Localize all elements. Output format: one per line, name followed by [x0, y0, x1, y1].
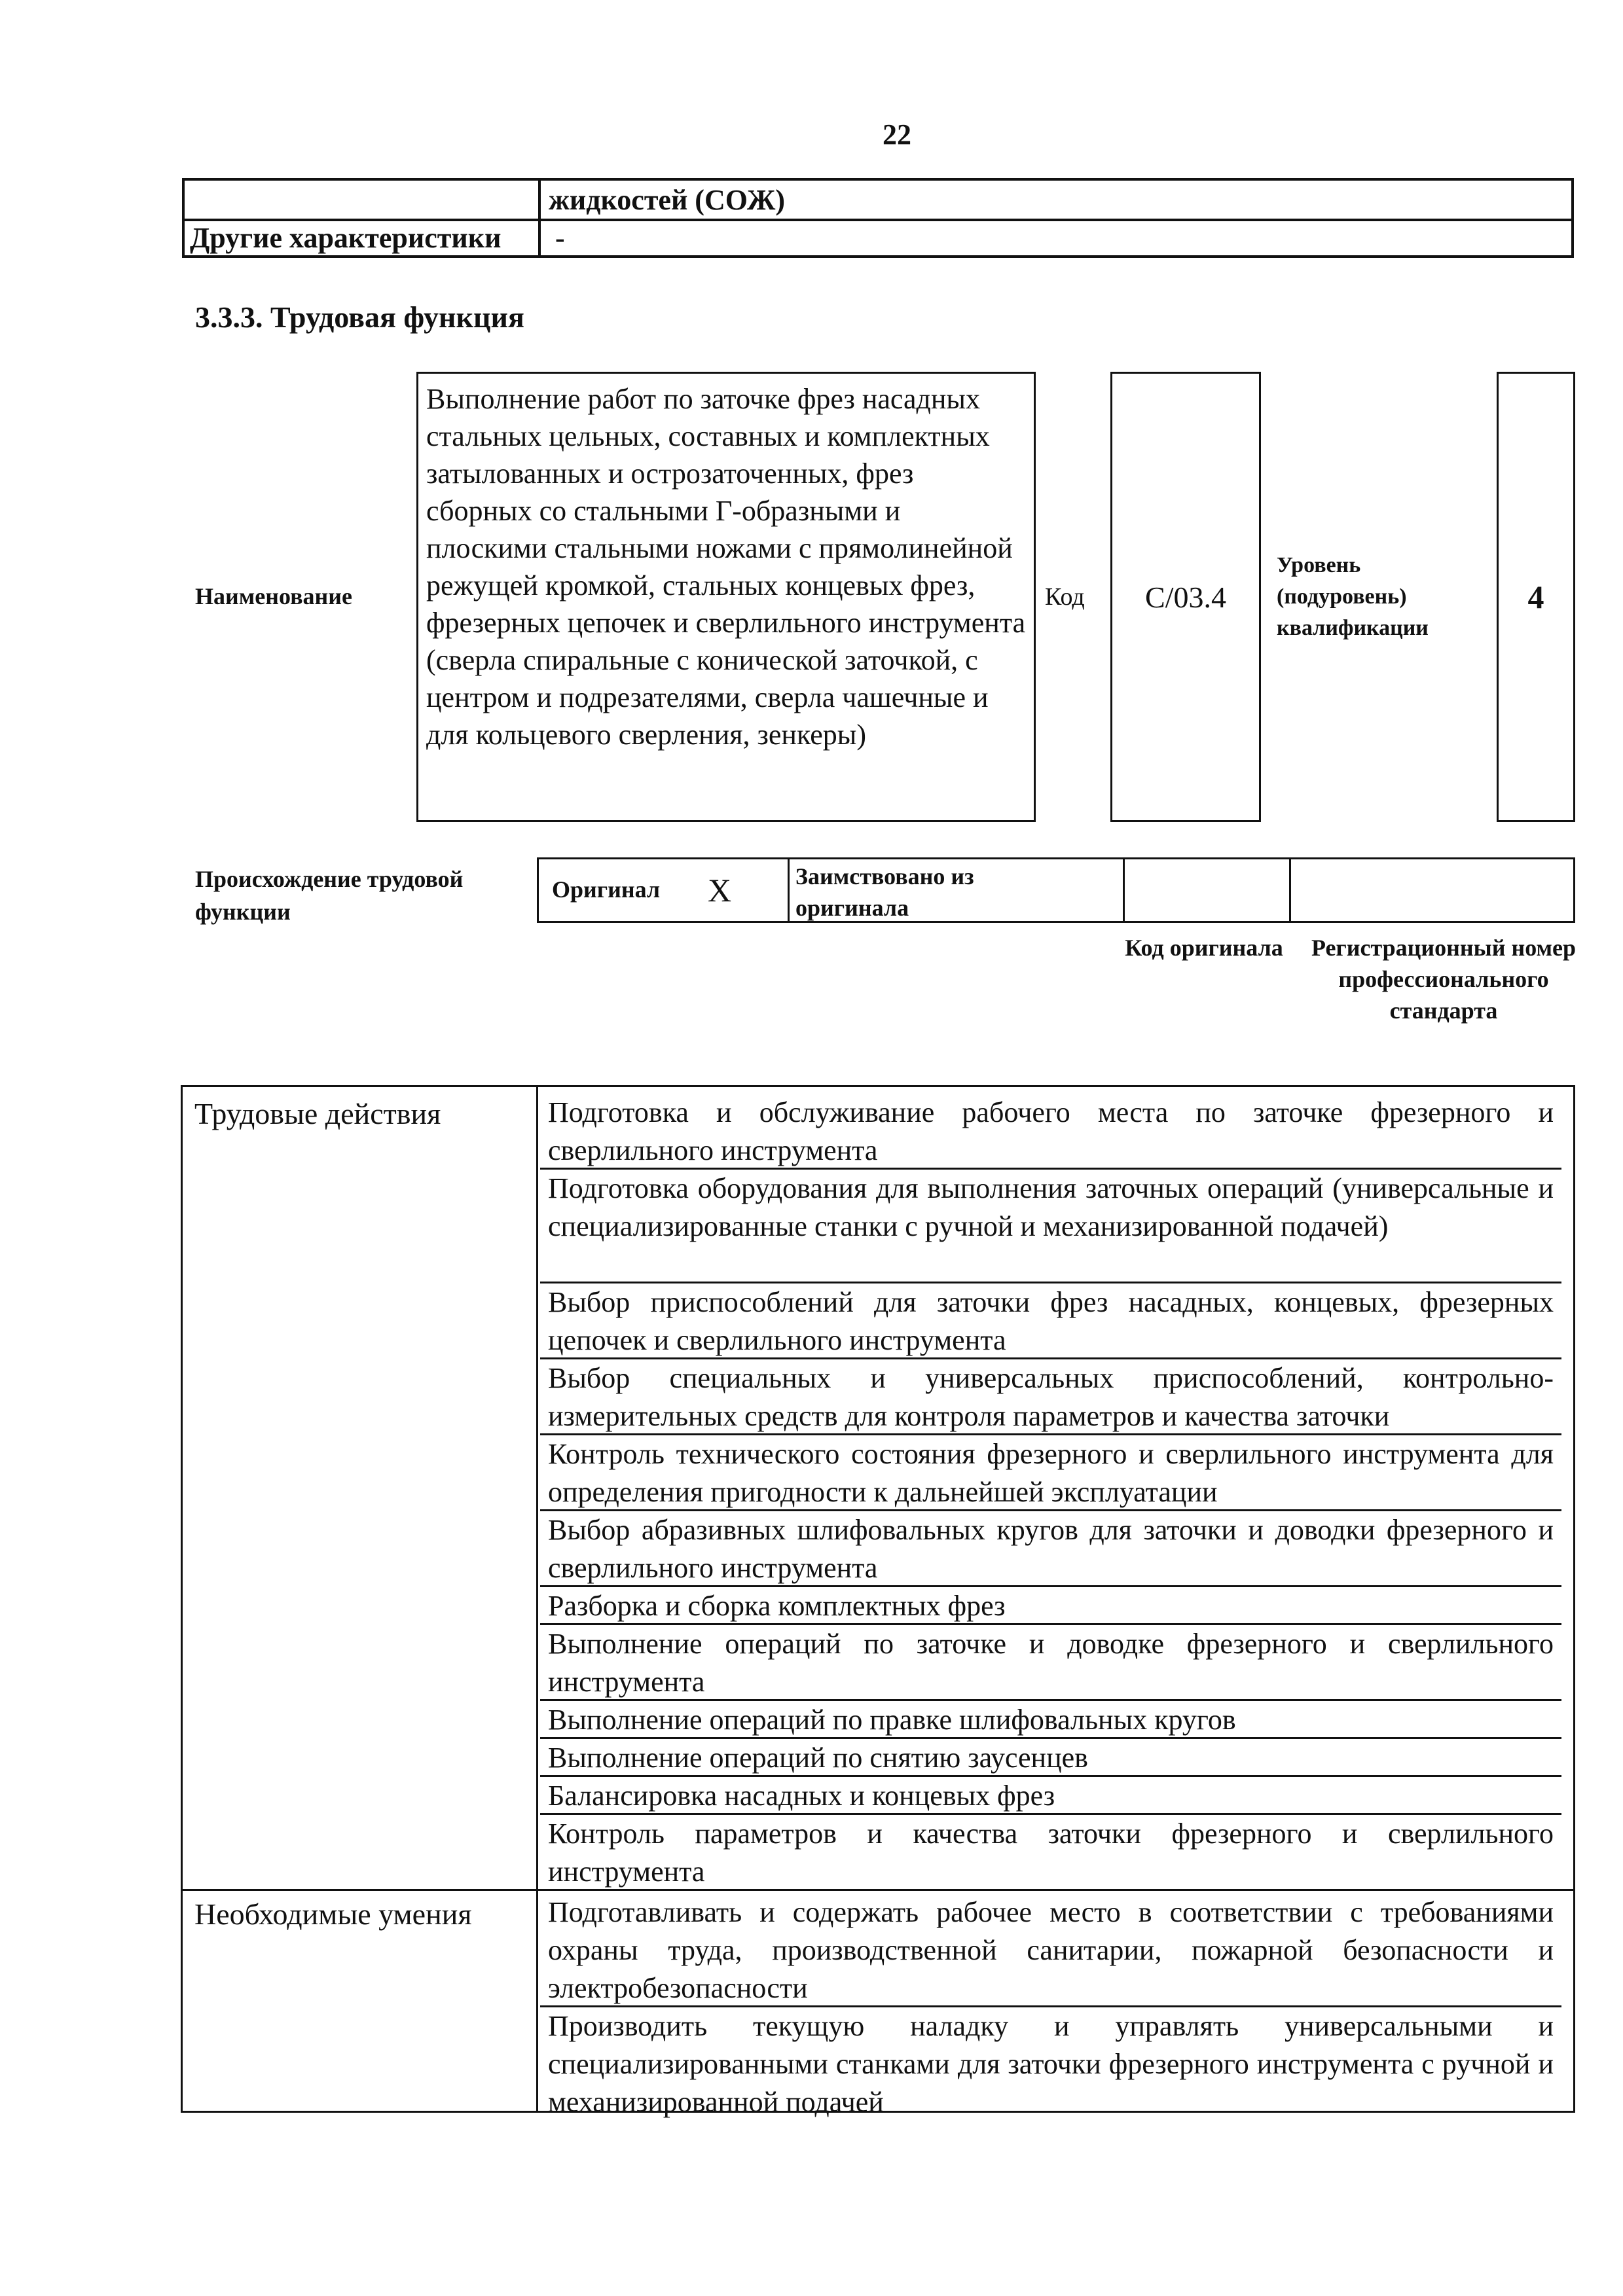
- name-label: Наименование: [195, 583, 352, 609]
- other-characteristics-value: -: [555, 222, 565, 254]
- function-name-box: Выполнение работ по заточке фрез насадных стальных цельных, составных и комплектных затылованных и острозаточенных, фрез сборных со стальными Г-образными и плоскими стальными ножами с прямолинейной режущей кромкой, стальных концевых фрез, фрезерных цепочек и сверлильного инструмента (сверла спиральные с конической заточкой, с центром и подрезателями, сверла чашечные и для кольцевого сверления, зенкеры): [416, 372, 1036, 822]
- registration-number-caption: Регистрационный номер профессионального стандарта: [1311, 935, 1577, 1024]
- continuation-text: жидкостей (СОЖ): [549, 184, 786, 216]
- qualification-level-box: [1497, 372, 1575, 822]
- original-mark: X: [708, 872, 732, 908]
- original-label: Оригинал: [552, 876, 661, 903]
- table-row: Разборка и сборка комплектных фрез: [540, 1587, 1561, 1625]
- required-skills-label: Необходимые умения: [194, 1897, 472, 1931]
- page-number: 22: [883, 118, 911, 151]
- qualification-level-label: Уровень (подуровень) квалификации: [1277, 553, 1429, 640]
- continuation-table: [182, 178, 1574, 258]
- table-row: Подготавливать и содержать рабочее место в соответствии с требованиями охраны труда, производственной санитарии, пожарной безопасности и электробезопасности: [540, 1893, 1561, 2007]
- table-row: Выполнение операций по заточке и доводке фрезерного и сверлильного инструмента: [540, 1625, 1561, 1701]
- qualification-level-value: 4: [1527, 579, 1544, 615]
- borrowed-label: Заимствовано из оригинала: [795, 863, 974, 921]
- table-row: Контроль технического состояния фрезерного и сверлильного инструмента для определения пригодности к дальнейшей эксплуатации: [540, 1435, 1561, 1511]
- table-row: Выполнение операций по снятию заусенцев: [540, 1739, 1561, 1777]
- origin-table: [537, 857, 1575, 923]
- table-row: Производить текущую наладку и управлять универсальными и специализированными станками для заточки фрезерного инструмента с ручной и механизированной подачей: [548, 2010, 1554, 2118]
- labor-actions-label: Трудовые действия: [194, 1097, 441, 1130]
- table-row: Подготовка и обслуживание рабочего места по заточке фрезерного и сверлильного инструмента: [540, 1094, 1561, 1170]
- table-row: Выбор специальных и универсальных приспособлений, контрольно-измерительных средств для контроля параметров и качества заточки: [540, 1359, 1561, 1435]
- labor-actions-table: [181, 1085, 1575, 2118]
- section-title: 3.3.3. Трудовая функция: [195, 300, 524, 334]
- table-row: Выполнение операций по правке шлифовальных кругов: [540, 1701, 1561, 1739]
- code-value-box: [1110, 372, 1261, 822]
- table-row: Контроль параметров и качества заточки фрезерного и сверлильного инструмента: [548, 1818, 1554, 1888]
- code-original-caption: Код оригинала: [1125, 935, 1283, 961]
- code-value: C/03.4: [1145, 580, 1226, 614]
- code-label: Код: [1045, 583, 1085, 611]
- table-row: Выбор приспособлений для заточки фрез насадных, концевых, фрезерных цепочек и сверлильного инструмента: [540, 1283, 1561, 1359]
- origin-label: Происхождение трудовой функции: [195, 866, 464, 925]
- table-row: Подготовка оборудования для выполнения заточных операций (универсальные и специализированные станки с ручной и механизированной подачей): [540, 1170, 1561, 1283]
- table-row: Выбор абразивных шлифовальных кругов для заточки и доводки фрезерного и сверлильного инструмента: [540, 1511, 1561, 1587]
- table-row: Балансировка насадных и концевых фрез: [540, 1777, 1561, 1815]
- other-characteristics-label: Другие характеристики: [190, 222, 501, 254]
